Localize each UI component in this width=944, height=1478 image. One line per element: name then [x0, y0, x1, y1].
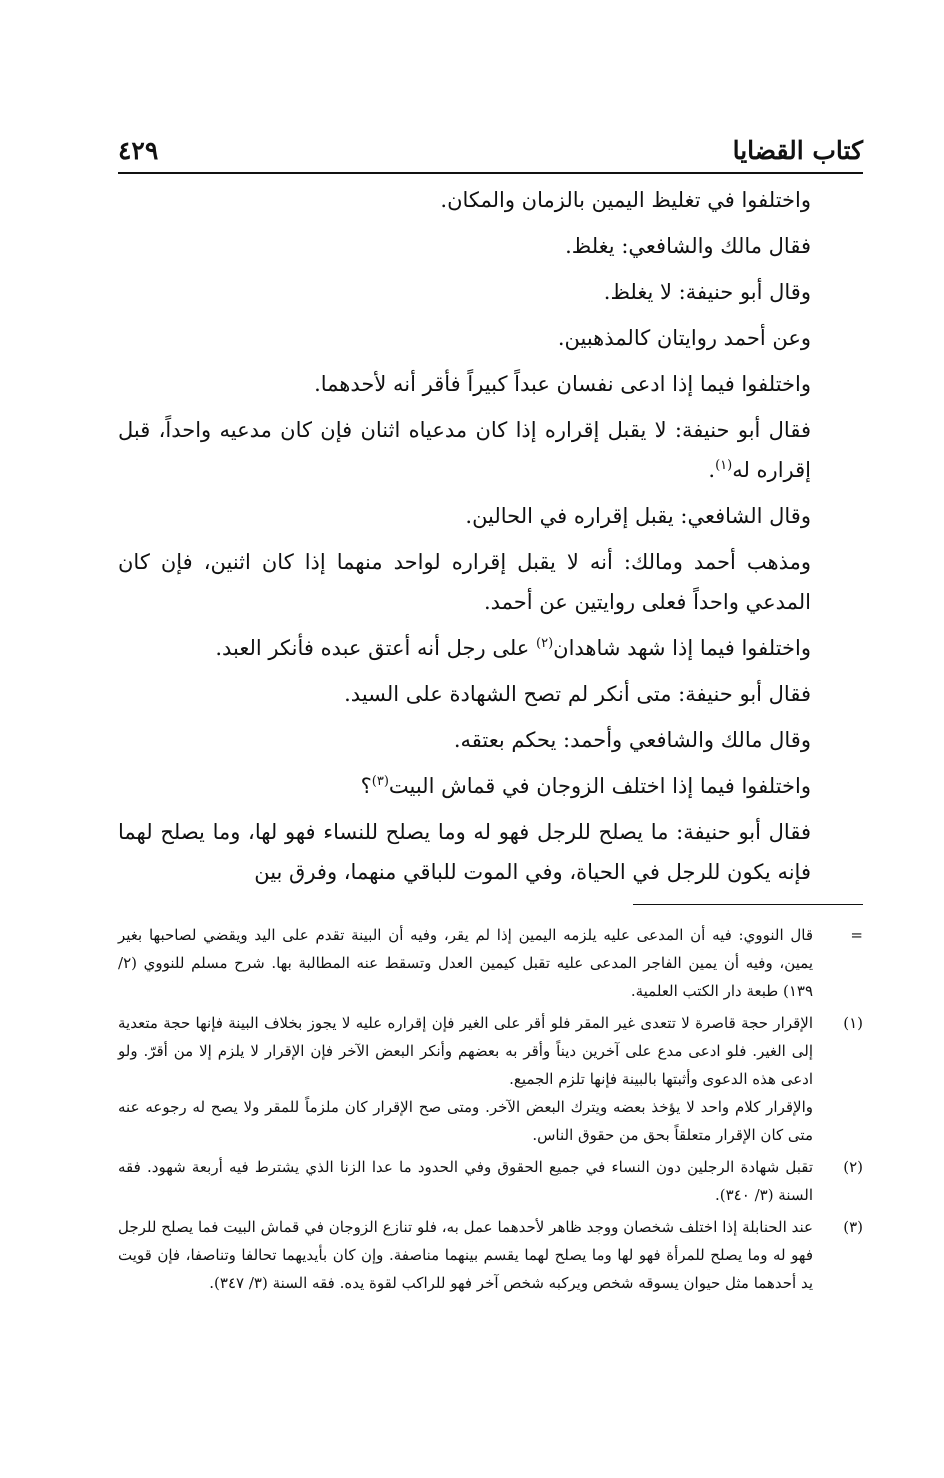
footnote-marker: (١) — [843, 1014, 863, 1032]
footnotes — [118, 921, 863, 1297]
footnote — [118, 1009, 863, 1149]
body-paragraph: ومذهب أحمد ومالك: أنه لا يقبل إقراره لواحد منهما إذا كان اثنين، فإن كان المدعي واحداً فعلى روايتين عن أحمد. — [118, 550, 811, 614]
body-paragraph: وقال مالك والشافعي وأحمد: يحكم بعتقه. — [453, 728, 811, 752]
body-paragraph: واختلفوا في تغليظ اليمين بالزمان والمكان. — [440, 188, 811, 212]
body-paragraph: فقال أبو حنيفة: متى أنكر لم تصح الشهادة على السيد. — [344, 682, 811, 706]
footnote-marker: = — [850, 926, 863, 944]
body-paragraph: وقال أبو حنيفة: لا يغلظ. — [603, 280, 811, 304]
body-paragraph: واختلفوا فيما إذا اختلف الزوجان في قماش البيت$^{(٣)}$؟ — [360, 774, 811, 798]
body-paragraph: واختلفوا فيما إذا شهد شاهدان$^{(٢)}$ على رجل أنه أعتق عبده فأنكر العبد. — [215, 636, 811, 660]
footnote-text: والإقرار كلام واحد لا يؤخذ بعضه ويترك البعض الآخر. ومتى صح الإقرار كان ملزماً للمقر ولا يصح له رجوعه عنه متى كان الإقرار متعلقاً بحق من حقوق الناس. — [118, 1098, 813, 1144]
body-paragraph: فقال أبو حنيفة: لا يقبل إقراره إذا كان مدعياه اثنان فإن كان مدعيه واحداً، قبل إقراره له$^{(١)}$. — [118, 418, 811, 482]
footnote-reference: (٣) — [371, 774, 389, 789]
footnote-marker: (٣) — [843, 1218, 863, 1236]
body-paragraph: وقال الشافعي: يقبل إقراره في الحالين. — [465, 504, 811, 528]
body-paragraph: فقال مالك والشافعي: يغلظ. — [565, 234, 811, 258]
footnote-separator — [633, 904, 863, 905]
footnote-reference: (٢) — [536, 636, 554, 651]
chapter-title: كتاب القضايا — [732, 136, 863, 165]
book-page — [118, 128, 863, 1301]
running-header — [118, 128, 863, 174]
footnote-text: تقبل شهادة الرجلين دون النساء في جميع الحقوق وفي الحدود ما عدا الزنا الذي يشترط فيه أربعة شهود. فقه السنة (٣/ ٣٤٠). — [118, 1158, 813, 1204]
body-paragraph: واختلفوا فيما إذا ادعى نفسان عبداً كبيراً فأقر أنه لأحدهما. — [314, 372, 811, 396]
footnote — [118, 1153, 863, 1209]
footnote-reference: (١) — [715, 458, 733, 473]
footnote — [118, 1213, 863, 1297]
main-text — [118, 180, 863, 892]
footnote-text: الإقرار حجة قاصرة لا تتعدى غير المقر فلو أقر على الغير فإن إقراره عليه لا يجوز بخلاف البينة فإنها حجة متعدية إلى الغير. فلو ادعى مدع على آخرين ديناً وأقر به بعضهم وأنكر البعض الآخر فإن الإقرار لا يلزم إلا من أقرّ. ولو ادعى هذه الدعوى وأثبتها بالبينة فإنها تلزم الجميع. — [118, 1014, 813, 1088]
body-paragraph: فقال أبو حنيفة: ما يصلح للرجل فهو له وما يصلح للنساء فهو لها، وما يصلح لهما فإنه يكون للرجل في الحياة، وفي الموت للباقي منهما، وفرق بين — [118, 820, 811, 884]
footnote-marker: (٢) — [843, 1158, 863, 1176]
page-number: ٤٢٩ — [118, 136, 159, 165]
footnote — [118, 921, 863, 1005]
footnote-text: عند الحنابلة إذا اختلف شخصان ووجد ظاهر لأحدهما عمل به، فلو تنازع الزوجان في قماش البيت فما يصلح للرجل فهو له وما يصلح للمرأة فهو لها وما يصلح لهما يقسم بينهما مناصفة. وإن كان بأيديهما تحالفا وتناصفا، فإن قويت يد أحدهما مثل حيوان يسوقه شخص ويركبه شخص آخر فهو للراكب لقوة يده. فقه السنة (٣/ ٣٤٧). — [118, 1218, 813, 1292]
body-paragraph: وعن أحمد روايتان كالمذهبين. — [557, 326, 811, 350]
footnote-text: قال النووي: فيه أن المدعى عليه يلزمه اليمين إذا لم يقر، وفيه أن البينة تقدم على اليد ويقضي لصاحبها بغير يمين، وفيه أن يمين الفاجر المدعى عليه تقبل كيمين العدل وتسقط عنه المطالبة بها. شرح مسلم للنووي (٢/ ١٣٩) طبعة دار الكتب العلمية. — [118, 926, 813, 1000]
